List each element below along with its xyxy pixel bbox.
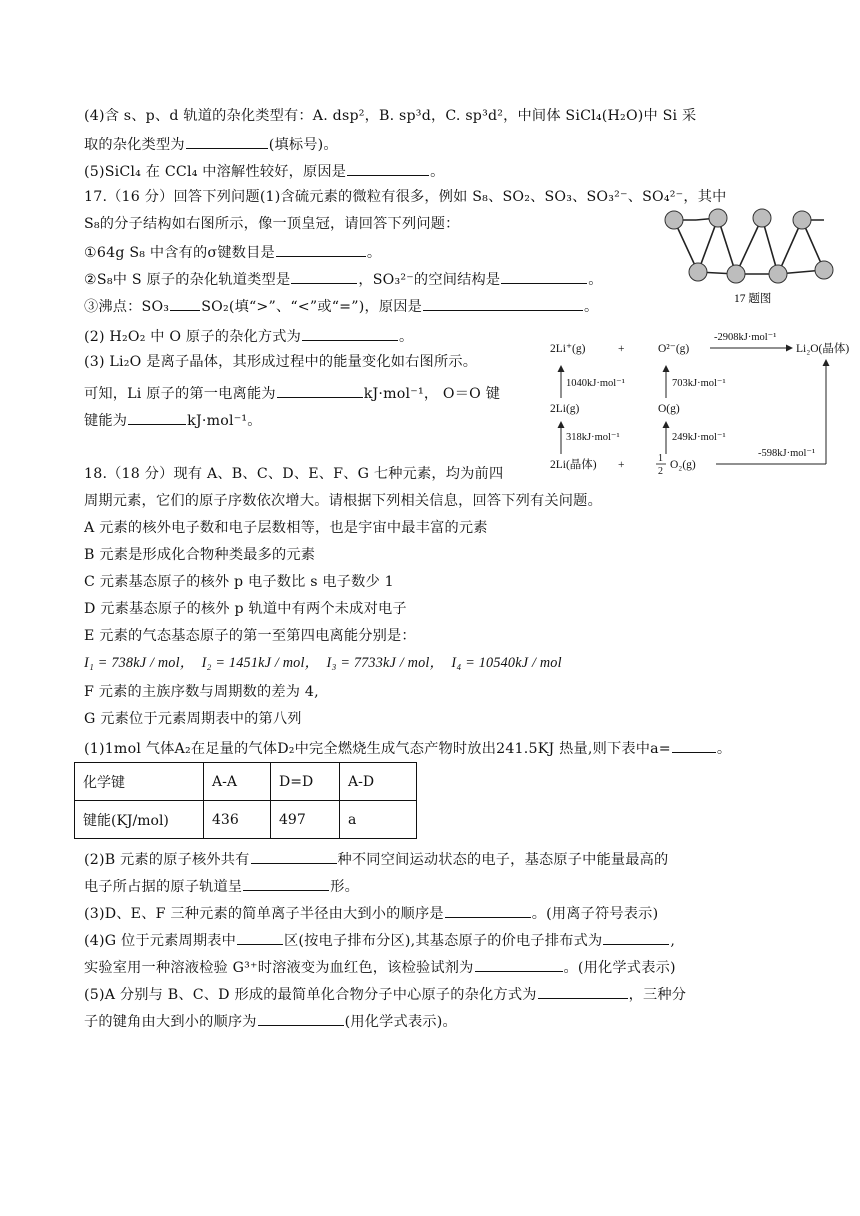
sulfur-atom: [815, 261, 833, 279]
answer-blank: [243, 875, 329, 891]
q18-part-1: (1)1mol 气体A₂在足量的气体D₂中完全燃烧生成气态产物时放出241.5KJ 热量,则下表中a= 。: [84, 737, 731, 759]
answer-blank: [276, 241, 366, 257]
q18-info-a: A 元素的核外电子数和电子层数相等，也是宇宙中最丰富的元素: [84, 520, 488, 536]
energy-half-numerator: 1: [658, 453, 663, 464]
energy-product: Li₂O(晶体): [796, 343, 850, 355]
energy-o2-gas: O₂(g): [670, 459, 696, 471]
table-cell: 436: [204, 801, 271, 839]
energy-electron-affinity-value: 703kJ·mol⁻¹: [672, 378, 726, 389]
q17-line-4: ②S₈中 S 原子的杂化轨道类型是 ，SO₃²⁻的空间结构是 。: [84, 268, 603, 290]
energy-plus: +: [618, 343, 625, 355]
answer-blank: [128, 409, 186, 425]
table-cell: D=D: [271, 763, 340, 801]
q17-line-6: (2) H₂O₂ 中 O 原子的杂化方式为 。: [84, 325, 413, 347]
sulfur-atom: [769, 265, 787, 283]
q17-line-5: ③沸点：SO₃ SO₂(填“>”、“<”或“=”)，原因是 。: [84, 295, 598, 317]
energy-2li-gas: 2Li(g): [550, 403, 580, 415]
energy-sublimation-value: 318kJ·mol⁻¹: [566, 432, 620, 443]
q17-line-2: S₈的分子结构如右图所示，像一顶皇冠，请回答下列问题：: [84, 216, 460, 232]
table-cell: 化学键: [75, 763, 204, 801]
energy-half-denominator: 2: [658, 466, 663, 476]
answer-blank: [445, 902, 531, 918]
s8-crown-structure-figure: [660, 206, 840, 308]
q18-part-2a: (2)B 元素的原子核外共有 种不同空间运动状态的电子，基态原子中能量最高的: [84, 848, 668, 870]
energy-lattice-value: -2908kJ·mol⁻¹: [714, 332, 777, 343]
q18-part-4a: (4)G 位于元素周期表中 区(按电子排布分区),其基态原子的价电子排布式为 ,: [84, 929, 675, 951]
q17-line-1: 17.（16 分）回答下列问题(1)含硫元素的微粒有很多，例如 S₈、SO₂、SO₃、SO₃²⁻、SO₄²⁻，其中: [84, 189, 727, 205]
q18-ionization-energies: I₁ = 738kJ / mol， I₂ = 1451kJ / mol， I₃ = 7733kJ / mol， I₄ = 10540kJ / mol: [84, 655, 562, 671]
bond-energy-table: [74, 762, 417, 839]
q18-info-e: E 元素的气态基态原子的第一至第四电离能分别是：: [84, 628, 416, 644]
q16-line-5: (5)SiCl₄ 在 CCl₄ 中溶解性较好，原因是 。: [84, 160, 445, 182]
answer-blank: [258, 1010, 344, 1026]
sulfur-atom: [689, 263, 707, 281]
q18-info-f: F 元素的主族序数与周期数的差为 4,: [84, 684, 319, 700]
sulfur-atom: [727, 265, 745, 283]
table-row: [75, 763, 417, 801]
table-cell: 497: [271, 801, 340, 839]
energy-2li-ion: 2Li⁺(g): [550, 343, 586, 355]
figure-caption: 17 题图: [734, 293, 772, 305]
table-row: [75, 801, 417, 839]
q18-line-2: 周期元素，它们的原子序数依次增大。请根据下列相关信息，回答下列有关问题。: [84, 493, 602, 509]
energy-dissociation-value: 249kJ·mol⁻¹: [672, 432, 726, 443]
q18-info-g: G 元素位于元素周期表中的第八列: [84, 711, 302, 727]
answer-blank: [423, 295, 583, 311]
sulfur-atom: [665, 211, 683, 229]
q17-line-7: (3) Li₂O 是离子晶体，其形成过程中的能量变化如右图所示。: [84, 354, 478, 370]
answer-blank: [170, 295, 200, 311]
q16-line-4b: 取的杂化类型为 (填标号)。: [84, 133, 338, 155]
q17-line-3: ①64g S₈ 中含有的σ键数目是 。: [84, 241, 381, 263]
answer-blank: [251, 848, 337, 864]
q18-line-1: 18.（18 分）现有 A、B、C、D、E、F、G 七种元素，均为前四: [84, 466, 504, 482]
q18-part-5a: (5)A 分别与 B、C、D 形成的最简单化合物分子中心原子的杂化方式为 ，三种分: [84, 983, 686, 1005]
q18-info-b: B 元素是形成化合物种类最多的元素: [84, 547, 316, 563]
answer-blank: [538, 983, 628, 999]
table-cell: A-A: [204, 763, 271, 801]
q18-part-5b: 子的键角由大到小的顺序为 (用化学式表示)。: [84, 1010, 457, 1032]
energy-2li-crystal: 2Li(晶体): [550, 459, 597, 471]
table-cell: 键能(KJ/mol): [75, 801, 204, 839]
answer-blank: [302, 325, 398, 341]
sulfur-atom: [709, 209, 727, 227]
answer-blank: [291, 268, 357, 284]
sulfur-atom: [753, 209, 771, 227]
energy-o-gas: O(g): [658, 403, 680, 415]
answer-blank: [603, 929, 669, 945]
q18-part-4b: 实验室用一种溶液检验 G³⁺时溶液变为血红色，该检验试剂为 。(用化学式表示): [84, 956, 676, 978]
q18-info-d: D 元素基态原子的核外 p 轨道中有两个未成对电子: [84, 601, 407, 617]
table-cell: A-D: [340, 763, 417, 801]
answer-blank: [475, 956, 563, 972]
answer-blank: [237, 929, 283, 945]
q18-part-2b: 电子所占据的原子轨道呈 形。: [84, 875, 359, 897]
answer-blank: [672, 737, 716, 753]
q16-line-4a: (4)含 s、p、d 轨道的杂化类型有：A. dsp²，B. sp³d，C. sp³d²，中间体 SiCl₄(H₂O)中 Si 采: [84, 108, 697, 124]
sulfur-atom: [793, 211, 811, 229]
answer-blank: [277, 382, 363, 398]
li2o-energy-cycle-diagram: [548, 326, 860, 476]
table-cell: a: [340, 801, 417, 839]
answer-blank: [186, 133, 268, 149]
q18-info-c: C 元素基态原子的核外 p 电子数比 s 电子数少 1: [84, 574, 394, 590]
answer-blank: [347, 160, 429, 176]
q17-line-9: 键能为 kJ·mol⁻¹。: [84, 409, 262, 431]
energy-plus: +: [618, 459, 625, 471]
q17-line-8: 可知，Li 原子的第一电离能为 kJ·mol⁻¹， O＝O 键: [84, 382, 500, 404]
answer-blank: [501, 268, 587, 284]
energy-ionization-value: 1040kJ·mol⁻¹: [566, 378, 625, 389]
energy-formation-value: -598kJ·mol⁻¹: [758, 448, 816, 459]
energy-o2-ion: O²⁻(g): [658, 343, 690, 355]
q18-part-3: (3)D、E、F 三种元素的简单离子半径由大到小的顺序是 。(用离子符号表示): [84, 902, 658, 924]
